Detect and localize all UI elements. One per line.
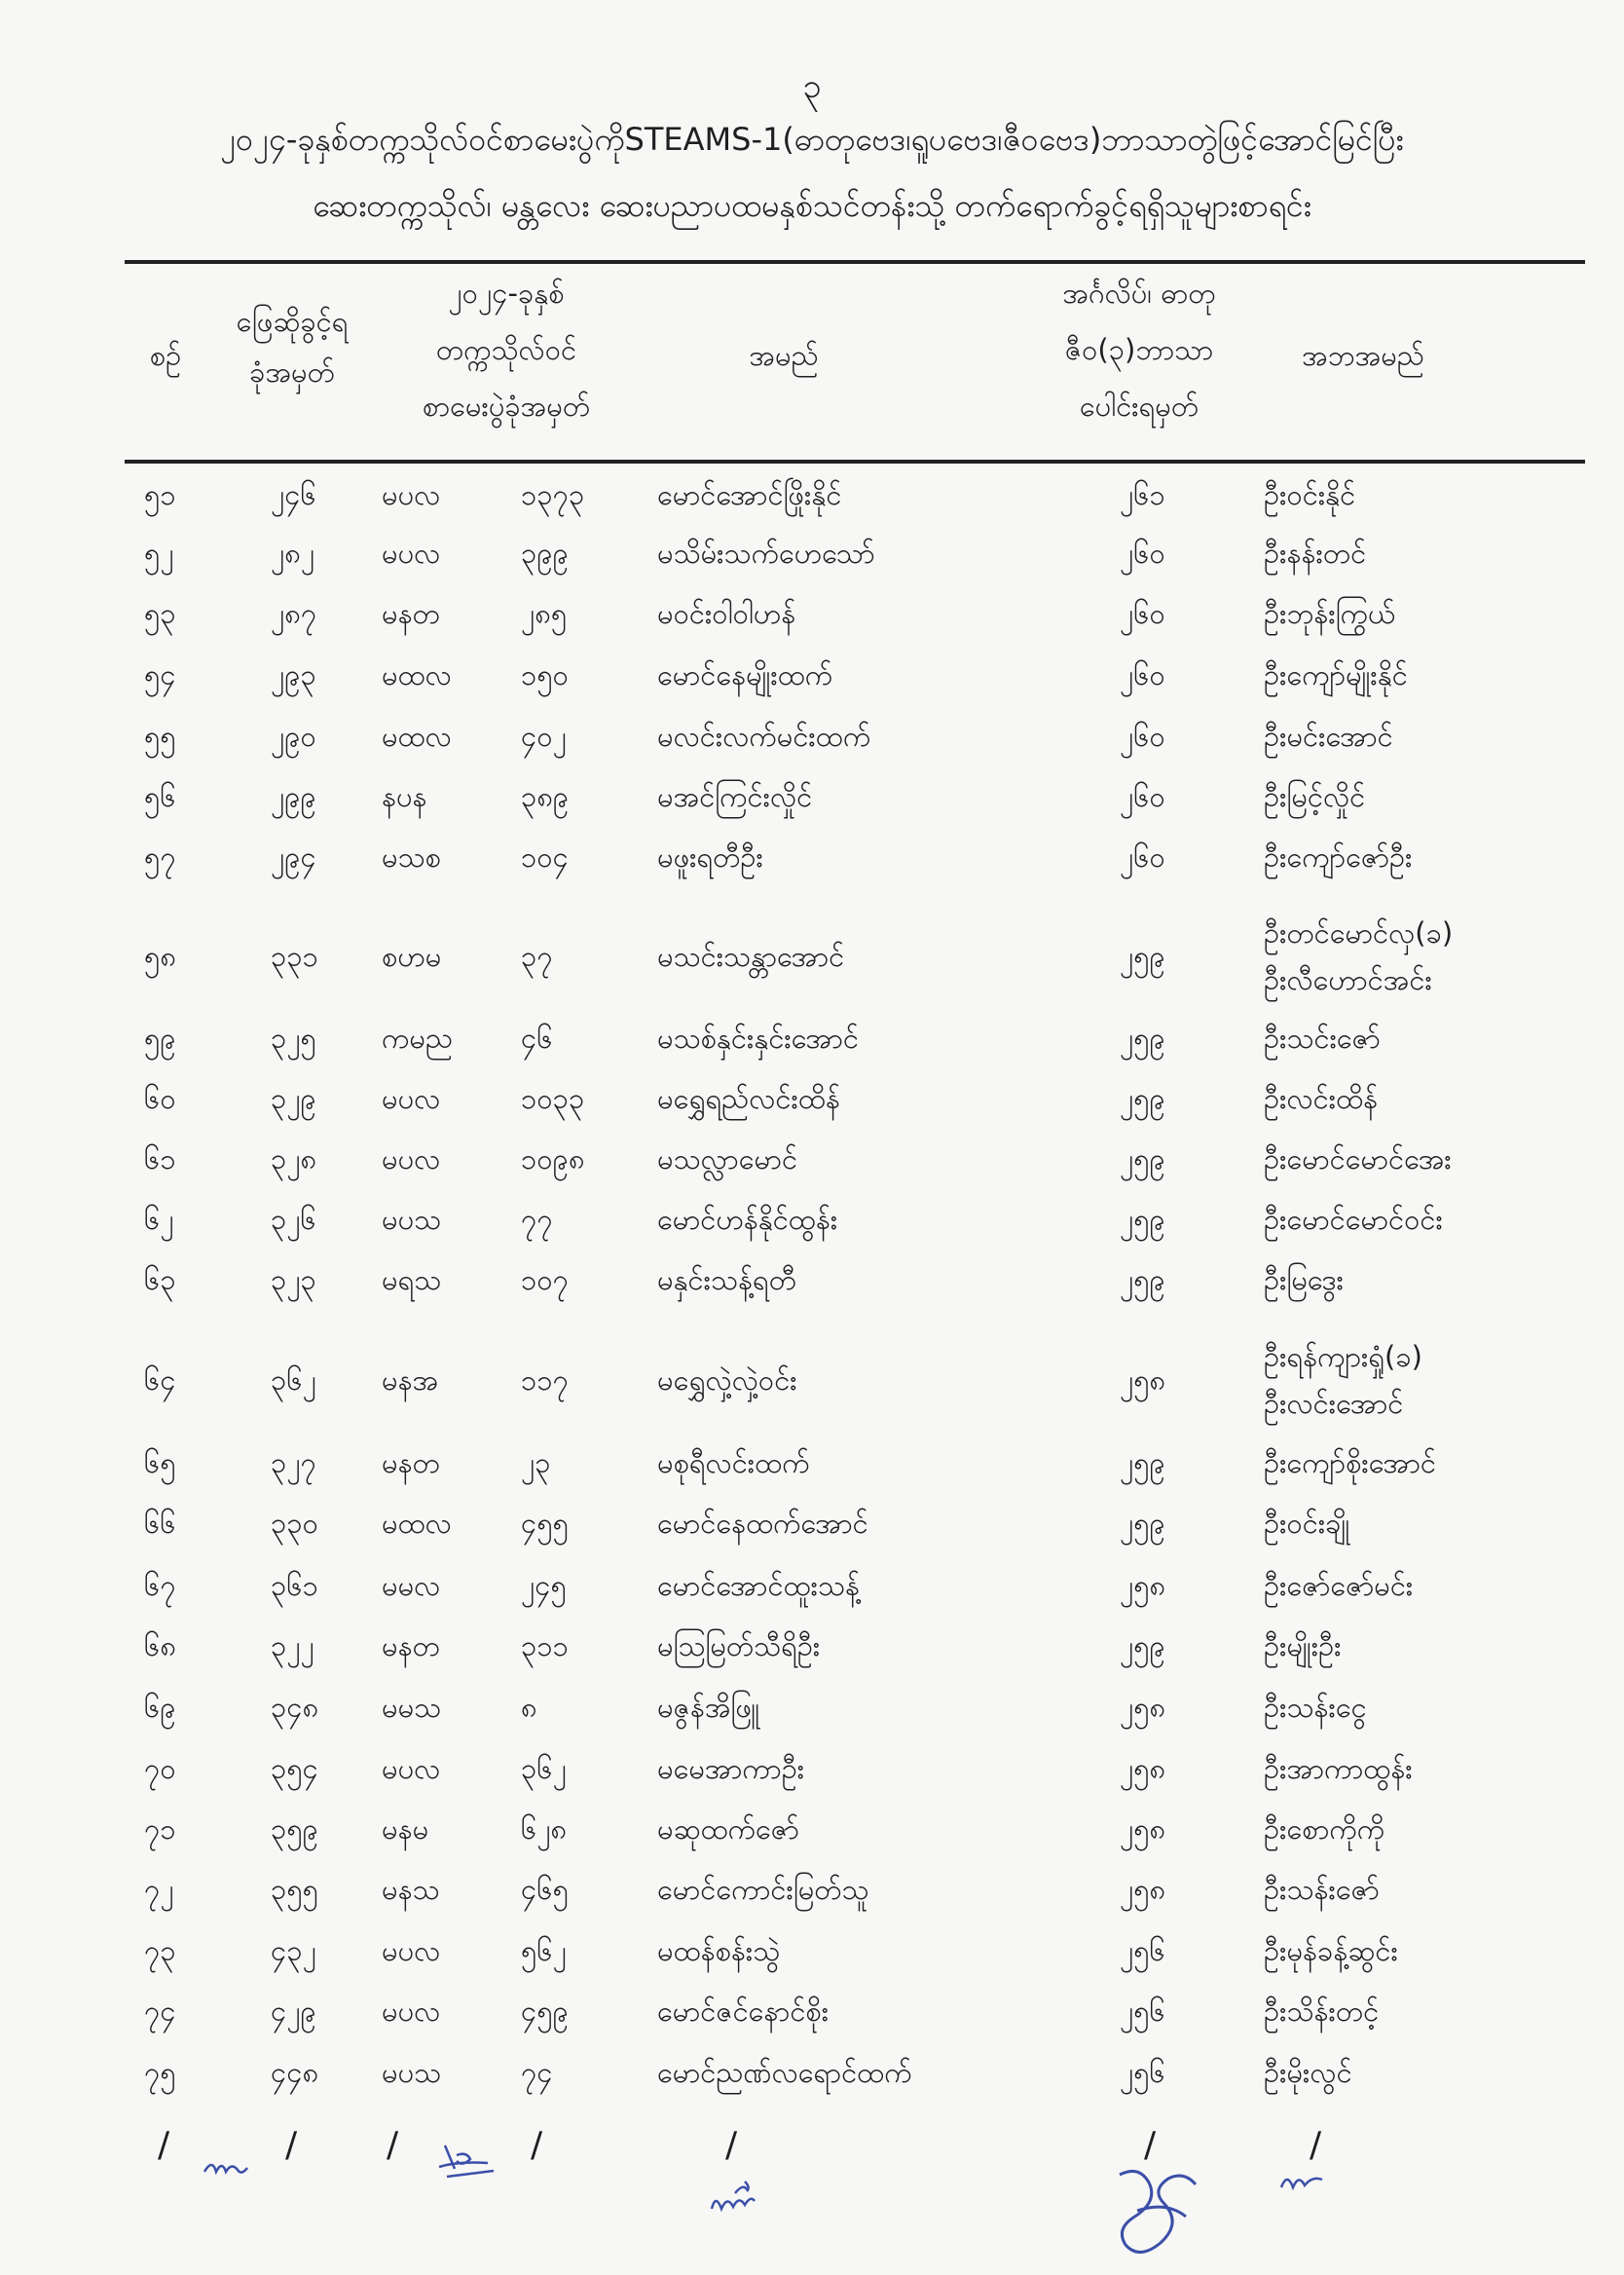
- cell-seq: ၆၁: [144, 1142, 176, 1175]
- initials-signature-5: [1275, 2160, 1334, 2199]
- cell-father-name: ဦးဝင်းနိုင်: [1264, 478, 1356, 511]
- cell-name: မထန်စန်းသွဲ: [657, 1934, 781, 1967]
- cell-father-name: ဦးမုန်ခန့်ဆွင်း: [1264, 1934, 1398, 1967]
- header-marks-line-2: ဇီဝ(၃)ဘာသာ: [1064, 333, 1214, 366]
- cell-exam-no: ၃၆၂: [271, 1363, 316, 1397]
- cell-father-name: ဦးသန်းငွေ: [1264, 1691, 1367, 1724]
- cell-seq: ၅၆: [144, 780, 176, 813]
- cell-town-code: မပသ: [382, 1203, 442, 1236]
- cell-marks: ၂၅၉: [1120, 1082, 1165, 1115]
- cell-town-code: မပလ: [382, 1934, 441, 1967]
- cell-exam-no: ၂၄၆: [271, 478, 316, 511]
- cell-name: မဇွန်အိဖြူ: [657, 1691, 760, 1724]
- cell-town-code: မနသ: [382, 1873, 440, 1906]
- cell-name: မမေအာကာဦး: [657, 1752, 805, 1785]
- cell-marks: ၂၅၉: [1120, 1142, 1165, 1175]
- cell-marks: ၂၆၁: [1120, 478, 1165, 511]
- cell-father-name: ဦးကျော်မျိုးနိုင်: [1264, 658, 1408, 691]
- initials-signature-3: [706, 2170, 774, 2228]
- cell-roll-no: ၂၈၅: [521, 597, 568, 630]
- cell-roll-no: ၂၄၅: [521, 1569, 567, 1602]
- footer-mark: /: [387, 2125, 399, 2165]
- header-seq: စဉ်: [149, 339, 182, 372]
- header-marks-line-3: ပေါင်းရမှတ်: [1079, 390, 1200, 423]
- cell-father-name: ဦးမျိုးဦး: [1264, 1629, 1342, 1662]
- cell-name: မစုရီလင်းထက်: [657, 1446, 810, 1479]
- footer-mark: /: [1144, 2125, 1157, 2165]
- cell-roll-no: ၇၇: [521, 1203, 553, 1236]
- cell-town-code: မပလ: [382, 478, 441, 511]
- cell-roll-no: ၁၀၉၈: [521, 1142, 585, 1175]
- header-exam-no: [214, 296, 370, 397]
- cell-town-code: မထလ: [382, 720, 452, 753]
- cell-town-code: မထလ: [382, 1507, 452, 1540]
- cell-seq: ၆၄: [144, 1363, 176, 1397]
- cell-exam-no: ၄၃၂: [271, 1934, 316, 1967]
- cell-marks: ၂၅၉: [1120, 1203, 1165, 1236]
- cell-marks: ၂၅၉: [1120, 1022, 1165, 1055]
- cell-seq: ၆၉: [144, 1691, 176, 1724]
- cell-marks: ၂၆၀: [1120, 537, 1165, 570]
- cell-seq: ၅၃: [144, 597, 176, 630]
- cell-seq: ၅၅: [144, 720, 176, 753]
- cell-roll-no: ၄၆၅: [521, 1873, 569, 1906]
- cell-name: မဝင်းဝါဝါဟန်: [657, 597, 796, 630]
- cell-father-name: ဦးမြဒွေး: [1264, 1263, 1344, 1296]
- cell-name: မောင်နေမျိုးထက်: [657, 658, 833, 691]
- cell-father-name: ဦးဘုန်းကြွယ်: [1264, 597, 1396, 630]
- cell-name: မလင်းလက်မင်းထက်: [657, 720, 871, 753]
- cell-exam-no: ၃၃၀: [271, 1507, 318, 1540]
- cell-roll-no: ၂၃: [521, 1446, 551, 1479]
- footer-mark: /: [1310, 2125, 1322, 2165]
- cell-roll-no: ၃၆၂: [521, 1752, 567, 1785]
- cell-marks: ၂၆၀: [1120, 780, 1165, 813]
- cell-marks: ၂၅၈: [1120, 1812, 1166, 1846]
- table-top-rule: [125, 260, 1585, 264]
- cell-roll-no: ၁၁၇: [521, 1363, 569, 1397]
- document-title-line-2: ဆေးတက္ကသိုလ်၊ မန္တလေး ဆေးပညာပထမနှစ်သင်တန်းသို့ တက်ရောက်ခွင့်ရရှိသူများစာရင်း: [313, 187, 1311, 224]
- footer-mark: /: [531, 2125, 543, 2165]
- footer-mark: /: [158, 2125, 170, 2165]
- cell-name: မသိမ်းသက်ဟေသော်: [657, 537, 875, 570]
- cell-roll-no: ၁၀၇: [521, 1263, 569, 1296]
- cell-name: မသြမြတ်သီရိဦး: [657, 1629, 821, 1662]
- cell-marks: ၂၅၉: [1120, 1446, 1165, 1479]
- cell-roll-no: ၃၇: [521, 940, 553, 973]
- cell-exam-no: ၃၂၆: [271, 1203, 316, 1236]
- cell-seq: ၇၅: [144, 2056, 176, 2089]
- cell-exam-no: ၃၂၈: [271, 1142, 317, 1175]
- initials-signature-1: [200, 2152, 258, 2186]
- cell-name: မသလ္လာမောင်: [657, 1142, 798, 1175]
- cell-seq: ၅၇: [144, 840, 176, 874]
- cell-roll-no: ၃၁၁: [521, 1629, 569, 1662]
- cell-exam-no: ၃၅၉: [271, 1812, 318, 1846]
- cell-exam-no: ၂၉၄: [271, 840, 316, 874]
- cell-marks: ၂၅၉: [1120, 1263, 1165, 1296]
- cell-roll-no: ၅၆၂: [521, 1934, 567, 1967]
- header-exam-no-line-2: ခုံအမှတ်: [249, 355, 335, 389]
- cell-town-code: မရသ: [382, 1263, 442, 1296]
- cell-town-code: မနမ: [382, 1812, 429, 1846]
- cell-name: မောင်ဇင်နောင်စိုး: [657, 1995, 830, 2028]
- cell-town-code: မမလ: [382, 1569, 441, 1602]
- cell-exam-no: ၄၄၈: [271, 2056, 319, 2089]
- cell-town-code: မနတ: [382, 1446, 440, 1479]
- header-exam-no-line-1: ဖြေဆိုခွင့်ရ: [236, 305, 349, 338]
- cell-name: မနှင်းသန့်ရတီ: [657, 1263, 796, 1296]
- cell-seq: ၅၈: [144, 940, 176, 973]
- cell-father-name: ဦးရန်ကျားရှုံ(ခ): [1264, 1340, 1422, 1373]
- cell-name: မဖူးရတီဦး: [657, 840, 763, 874]
- cell-exam-no: ၂၈၇: [271, 597, 317, 630]
- cell-exam-no: ၃၂၂: [271, 1629, 314, 1662]
- initials-signature-2: [433, 2138, 501, 2182]
- page-number: ၃: [802, 67, 822, 106]
- cell-father-name-line-2: ဦးလီဟောင်အင်း: [1264, 963, 1432, 996]
- cell-marks: ၂၅၉: [1120, 940, 1165, 973]
- cell-exam-no: ၃၂၃: [271, 1263, 316, 1296]
- cell-exam-no: ၃၃၁: [271, 940, 318, 973]
- cell-father-name: ဦးမောင်မောင်ဝင်း: [1264, 1203, 1443, 1236]
- table-header-rule: [125, 460, 1585, 464]
- cell-father-name: ဦးမြင့်လှိုင်: [1264, 780, 1366, 813]
- cell-marks: ၂၅၉: [1120, 1629, 1165, 1662]
- cell-town-code: မပသ: [382, 2056, 442, 2089]
- cell-exam-no: ၂၈၂: [271, 537, 315, 570]
- cell-roll-no: ၁၃၇၃: [521, 478, 585, 511]
- cell-father-name: ဦးမောင်မောင်အေး: [1264, 1142, 1452, 1175]
- cell-seq: ၆၃: [144, 1263, 176, 1296]
- cell-seq: ၅၂: [144, 537, 174, 570]
- cell-marks: ၂၅၈: [1120, 1873, 1166, 1906]
- cell-exam-no: ၂၉၉: [271, 780, 316, 813]
- cell-exam-no: ၃၄၈: [271, 1691, 319, 1724]
- cell-name: မောင်နေထက်အောင်: [657, 1507, 868, 1540]
- cell-father-name: ဦးကျော်စိုးအောင်: [1264, 1446, 1437, 1479]
- cell-name: မောင်ညဏ်လရောင်ထက်: [657, 2056, 912, 2089]
- cell-marks: ၂၅၆: [1120, 1934, 1165, 1967]
- cell-exam-no: ၃၅၄: [271, 1752, 318, 1785]
- cell-roll-no: ၄၀၂: [521, 720, 567, 753]
- cell-town-code: မနတ: [382, 597, 440, 630]
- cell-seq: ၆၂: [144, 1203, 174, 1236]
- cell-father-name: ဦးတင်မောင်လှ(ခ): [1264, 916, 1454, 950]
- header-roll-line-2: တက္ကသိုလ်ဝင်: [435, 333, 577, 366]
- cell-marks: ၂၆၀: [1120, 597, 1165, 630]
- cell-exam-no: ၂၉၃: [271, 658, 316, 691]
- cell-seq: ၅၁: [144, 478, 176, 511]
- cell-father-name: ဦးနန်းတင်: [1264, 537, 1367, 570]
- header-roll-line-3: စာမေးပွဲခုံအမှတ်: [422, 390, 591, 423]
- cell-name: မရွှေလှဲ့လှဲ့ဝင်း: [657, 1363, 797, 1397]
- cell-town-code: မပလ: [382, 1082, 441, 1115]
- cell-seq: ၇၁: [144, 1812, 176, 1846]
- cell-seq: ၇၂: [144, 1873, 174, 1906]
- header-marks: [1013, 265, 1266, 434]
- cell-seq: ၆၅: [144, 1446, 176, 1479]
- cell-father-name: ဦးသိန်းတင့်: [1264, 1995, 1380, 2028]
- cell-town-code: မမသ: [382, 1691, 442, 1724]
- initials-signature-4: [1100, 2160, 1207, 2257]
- cell-exam-no: ၃၆၁: [271, 1569, 318, 1602]
- cell-exam-no: ၃၅၅: [271, 1873, 318, 1906]
- cell-roll-no: ၇၄: [521, 2056, 553, 2089]
- cell-roll-no: ၁၅၀: [521, 658, 569, 691]
- cell-roll-no: ၄၅၅: [521, 1507, 569, 1540]
- cell-father-name: ဦးမိုးလွင်: [1264, 2056, 1352, 2089]
- cell-exam-no: ၂၉၀: [271, 720, 316, 753]
- cell-father-name: ဦးဇော်ဇော်မင်း: [1264, 1569, 1414, 1602]
- cell-father-name: ဦးစောကိုကို: [1264, 1812, 1385, 1846]
- cell-roll-no: ၁၀၄: [521, 840, 569, 874]
- cell-roll-no: ၃၈၉: [521, 780, 570, 813]
- cell-marks: ၂၅၉: [1120, 1507, 1165, 1540]
- cell-town-code: မနတ: [382, 1629, 440, 1662]
- cell-roll-no: ၃၉၉: [521, 537, 569, 570]
- cell-seq: ၇၀: [144, 1752, 176, 1785]
- cell-marks: ၂၆၀: [1120, 840, 1165, 874]
- cell-seq: ၆၀: [144, 1082, 176, 1115]
- cell-seq: ၅၄: [144, 658, 176, 691]
- cell-marks: ၂၅၈: [1120, 1569, 1166, 1602]
- cell-town-code: မပလ: [382, 537, 441, 570]
- cell-father-name: ဦးကျော်ဇော်ဦး: [1264, 840, 1413, 874]
- cell-father-name: ဦးမင်းအောင်: [1264, 720, 1393, 753]
- cell-father-name: ဦးအာကာထွန်း: [1264, 1752, 1413, 1785]
- cell-name: မအင်ကြင်းလှိုင်: [657, 780, 813, 813]
- header-father-name: အဘအမည်: [1302, 339, 1424, 372]
- cell-name: မသင်းသန္တာအောင်: [657, 940, 845, 973]
- cell-town-code: မပလ: [382, 1142, 441, 1175]
- cell-father-name: ဦးလင်းထိန်: [1264, 1082, 1379, 1115]
- cell-town-code: နပန: [382, 780, 427, 813]
- cell-exam-no: ၃၂၇: [271, 1446, 316, 1479]
- cell-name: မသစ်နှင်းနှင်းအောင်: [657, 1022, 860, 1055]
- cell-town-code: မပလ: [382, 1995, 441, 2028]
- cell-seq: ၇၃: [144, 1934, 176, 1967]
- cell-marks: ၂၅၆: [1120, 1995, 1165, 2028]
- cell-town-code: မနအ: [382, 1363, 439, 1397]
- cell-town-code: မသစ: [382, 840, 441, 874]
- header-roll-no: [380, 265, 633, 434]
- cell-roll-no: ၁၀၃၃: [521, 1082, 585, 1115]
- cell-seq: ၇၄: [144, 1995, 176, 2028]
- cell-father-name: ဦးဝင်းချို: [1264, 1507, 1350, 1540]
- header-name: အမည်: [749, 339, 819, 372]
- cell-father-name-line-2: ဦးလင်းအောင်: [1264, 1387, 1404, 1420]
- cell-roll-no: ၆၂၈: [521, 1812, 568, 1846]
- cell-roll-no: ၄၆: [521, 1022, 553, 1055]
- cell-marks: ၂၅၈: [1120, 1752, 1166, 1785]
- cell-exam-no: ၄၂၉: [271, 1995, 316, 2028]
- cell-name: မောင်အောင်ထူးသန့်: [657, 1569, 861, 1602]
- cell-town-code: စဟမ: [382, 940, 442, 973]
- cell-father-name: ဦးသင်းဇော်: [1264, 1022, 1381, 1055]
- cell-marks: ၂၆၀: [1120, 658, 1165, 691]
- cell-name: မောင်အောင်ဖြိုးနိုင်: [657, 478, 842, 511]
- cell-marks: ၂၅၈: [1120, 1691, 1166, 1724]
- cell-seq: ၆၈: [144, 1629, 176, 1662]
- cell-town-code: မပလ: [382, 1752, 441, 1785]
- cell-exam-no: ၃၂၅: [271, 1022, 316, 1055]
- cell-seq: ၅၉: [144, 1022, 176, 1055]
- cell-town-code: ကမည: [382, 1022, 453, 1055]
- cell-marks: ၂၅၆: [1120, 2056, 1165, 2089]
- header-marks-line-1: အင်္ဂလိပ်၊ ဓာတု: [1062, 277, 1216, 310]
- cell-marks: ၂၅၈: [1120, 1363, 1166, 1397]
- cell-seq: ၆၆: [144, 1507, 176, 1540]
- cell-exam-no: ၃၂၉: [271, 1082, 316, 1115]
- footer-mark: /: [725, 2125, 738, 2165]
- cell-roll-no: ၄၅၉: [521, 1995, 569, 2028]
- header-roll-line-1: ၂၀၂၄-ခုနှစ်: [448, 277, 565, 310]
- cell-name: မောင်ကောင်းမြတ်သူ: [657, 1873, 869, 1906]
- cell-name: မောင်ဟန်နိုင်ထွန်း: [657, 1203, 838, 1236]
- cell-father-name: ဦးသန်းဇော်: [1264, 1873, 1380, 1906]
- cell-name: မရွှေရည်လင်းထိန်: [657, 1082, 840, 1115]
- footer-mark: /: [285, 2125, 298, 2165]
- cell-roll-no: ၈: [521, 1691, 537, 1724]
- cell-seq: ၆၇: [144, 1569, 176, 1602]
- document-title-line-1: ၂၀၂၄-ခုနှစ်တက္ကသိုလ်ဝင်စာမေးပွဲကိုSTEAMS-1(ဓာတုဗေဒ၊ရူပဗေဒ၊ဇီဝဗေဒ)ဘာသာတွဲဖြင့်အောင်မြင်ပြီး: [220, 121, 1404, 158]
- cell-town-code: မထလ: [382, 658, 452, 691]
- cell-name: မဆုထက်ဇော်: [657, 1812, 799, 1846]
- cell-marks: ၂၆၀: [1120, 720, 1165, 753]
